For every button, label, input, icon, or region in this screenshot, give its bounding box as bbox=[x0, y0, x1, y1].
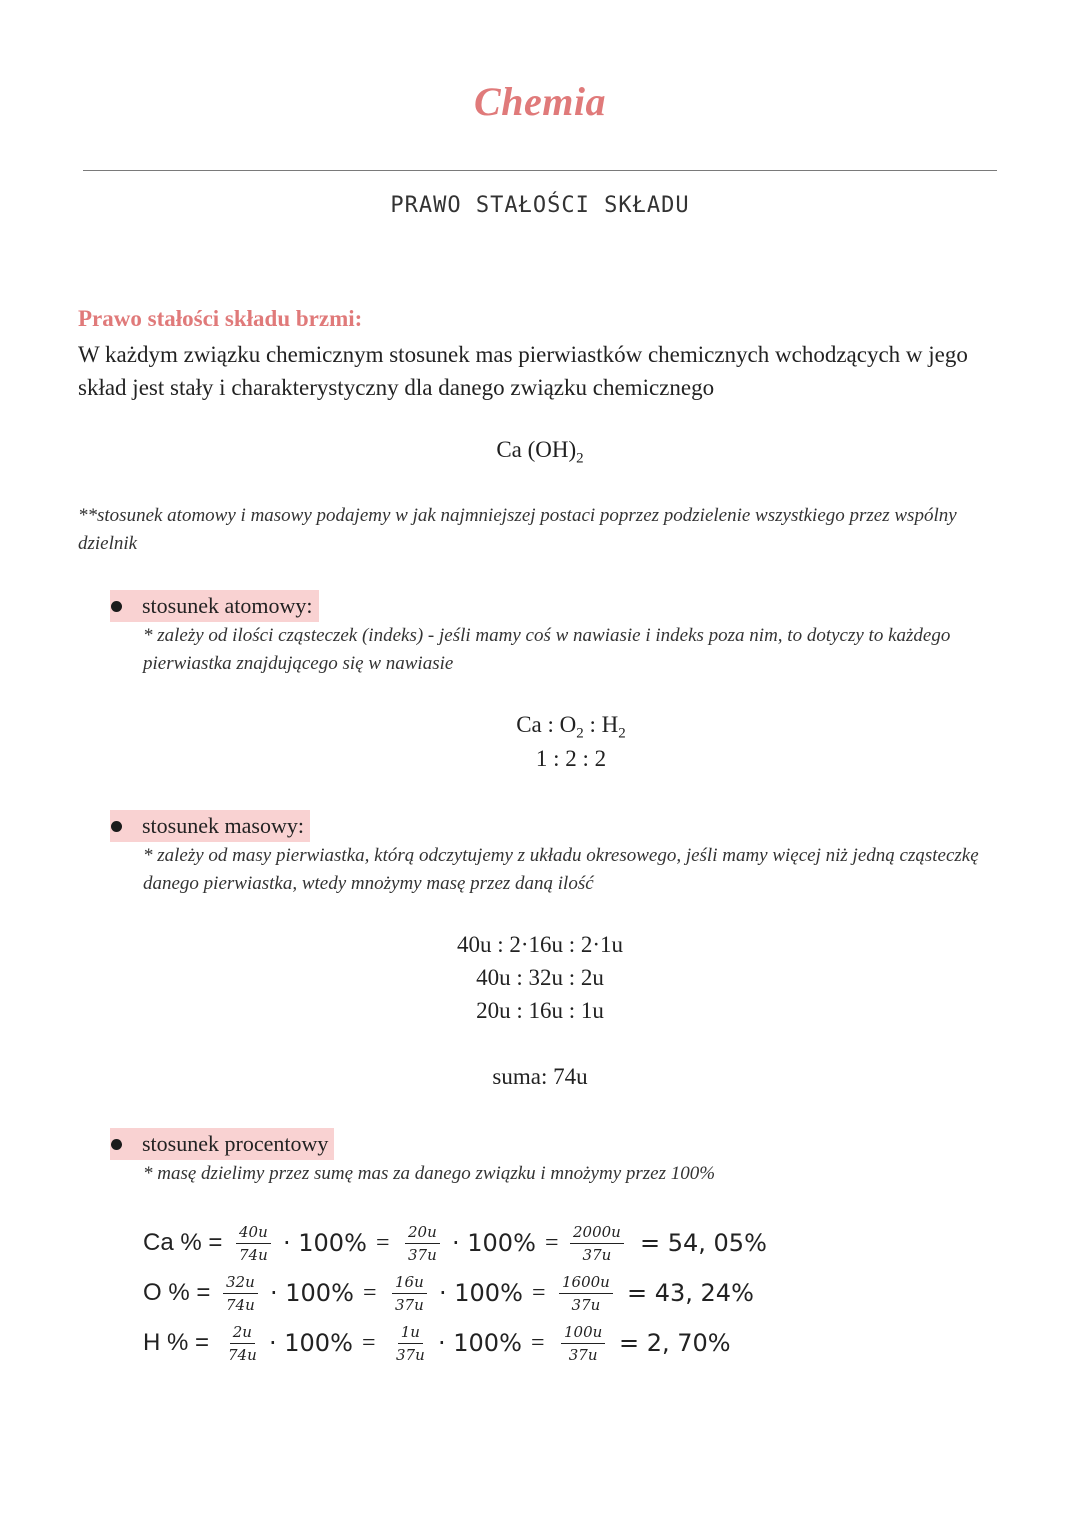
percent-result: = 43, 24% bbox=[627, 1279, 754, 1307]
bullet-atomic-label bbox=[110, 590, 319, 622]
atomic-ratio-part-h: : H bbox=[583, 712, 619, 737]
times-hundred: · 100% bbox=[438, 1329, 522, 1357]
general-note: **stosunek atomowy i masowy podajemy w jak najmniejszej postaci poprzez podzielenie wszystkiego przez wspólny dzielnik bbox=[78, 505, 957, 554]
mass-note: * zależy od masy pierwiastka, którą odczytujemy z układu okresowego, jeśli mamy więcej niż jedną cząsteczkę danego pierwiastka, wtedy mnożymy masę przez daną ilość bbox=[143, 845, 979, 894]
equals-sign: = bbox=[363, 1279, 377, 1306]
definition-heading: Prawo stałości składu brzmi: bbox=[78, 306, 363, 331]
fraction: $\frac{40u}{74u}$ bbox=[236, 1223, 271, 1264]
bullet-mass bbox=[110, 810, 325, 842]
equals-sign: = bbox=[362, 1329, 376, 1356]
percent-row-label: Ca % = bbox=[143, 1229, 223, 1256]
bullet-atomic bbox=[110, 590, 335, 622]
compound-formula bbox=[0, 437, 1080, 468]
atomic-ratio-sub-o: 2 bbox=[576, 725, 584, 742]
percent-row-h bbox=[143, 1321, 983, 1365]
mass-line-1: 40u : 2·16u : 2·1u bbox=[456, 932, 624, 957]
atomic-ratio-part-ca: Ca : O bbox=[516, 712, 577, 737]
mass-sum: suma: 74u bbox=[492, 1064, 588, 1089]
equals-sign: = bbox=[545, 1229, 559, 1256]
mass-line-2: 40u : 32u : 2u bbox=[476, 965, 604, 990]
percent-row-label: H % = bbox=[143, 1329, 210, 1356]
equals-sign: = bbox=[532, 1279, 546, 1306]
mass-line-3: 20u : 16u : 1u bbox=[476, 998, 604, 1023]
times-hundred: · 100% bbox=[270, 1279, 354, 1307]
percent-result: = 54, 05% bbox=[640, 1229, 767, 1257]
equals-sign: = bbox=[531, 1329, 545, 1356]
compound-formula-sub: 2 bbox=[576, 450, 584, 467]
atomic-ratio-sub-h: 2 bbox=[618, 725, 626, 742]
bullet-percent bbox=[110, 1128, 355, 1160]
fraction: $\frac{1600u}{37u}$ bbox=[559, 1273, 613, 1314]
fraction: $\frac{20u}{37u}$ bbox=[405, 1223, 440, 1264]
mass-label-text: stosunek masowy: bbox=[142, 813, 304, 838]
bullet-dot-icon bbox=[111, 1139, 122, 1150]
times-hundred: · 100% bbox=[269, 1329, 353, 1357]
percent-result: = 2, 70% bbox=[619, 1329, 731, 1357]
atomic-ratio-elements bbox=[0, 712, 1080, 743]
fraction: $\frac{32u}{74u}$ bbox=[223, 1273, 258, 1314]
bullet-dot-icon bbox=[111, 821, 122, 832]
section-title: PRAWO STAŁOŚCI SKŁADU bbox=[390, 193, 690, 218]
percent-row-label: O % = bbox=[143, 1279, 211, 1306]
bullet-dot-icon bbox=[111, 601, 122, 612]
definition-text: W każdym związku chemicznym stosunek mas pierwiastków chemicznych wchodzących w jego skład jest stały i charakterystyczny dla danego związku chemicznego bbox=[78, 342, 968, 400]
atomic-label-text: stosunek atomowy: bbox=[142, 593, 313, 618]
fraction: $\frac{2u}{74u}$ bbox=[228, 1322, 257, 1364]
percent-label-text: stosunek procentowy bbox=[142, 1131, 329, 1156]
percent-row-o bbox=[143, 1271, 983, 1315]
equals-sign: = bbox=[376, 1229, 390, 1256]
page-title: Chemia bbox=[474, 79, 606, 124]
percent-row-ca bbox=[143, 1221, 983, 1265]
atomic-ratio-values: 1 : 2 : 2 bbox=[535, 746, 607, 771]
title-divider bbox=[83, 170, 997, 171]
times-hundred: · 100% bbox=[452, 1229, 536, 1257]
fraction: $\frac{1u}{37u}$ bbox=[396, 1322, 425, 1364]
compound-formula-base: Ca (OH) bbox=[496, 437, 577, 462]
bullet-percent-label bbox=[110, 1128, 334, 1160]
fraction: $\frac{2000u}{37u}$ bbox=[570, 1223, 624, 1264]
bullet-mass-label bbox=[110, 810, 310, 842]
times-hundred: · 100% bbox=[439, 1279, 523, 1307]
percent-note: * masę dzielimy przez sumę mas za danego związku i mnożymy przez 100% bbox=[143, 1163, 716, 1184]
atomic-note: * zależy od ilości cząsteczek (indeks) - jeśli mamy coś w nawiasie i indeks poza nim, to dotyczy to każdego pierwiastka znajdującego się w nawiasie bbox=[143, 625, 951, 674]
fraction: $\frac{100u}{37u}$ bbox=[561, 1323, 605, 1364]
times-hundred: · 100% bbox=[283, 1229, 367, 1257]
fraction: $\frac{16u}{37u}$ bbox=[392, 1273, 427, 1314]
